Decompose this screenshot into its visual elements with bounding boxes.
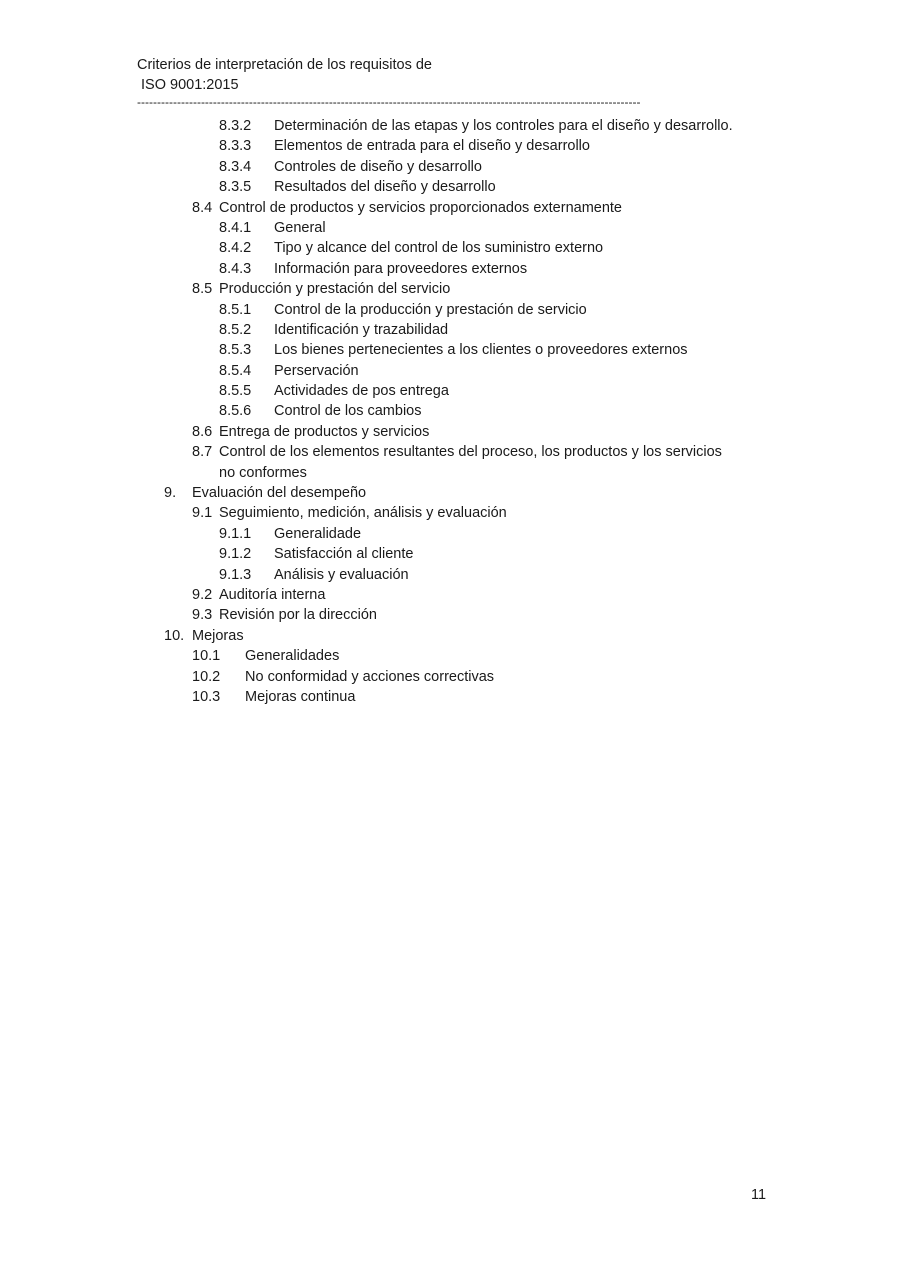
toc-entry-number: 8.5.5 [219, 383, 252, 400]
toc-entry-text: Determinación de las etapas y los controles para el diseño y desarrollo. [274, 118, 733, 134]
toc-entry-text: Los bienes pertenecientes a los clientes o proveedores externos [274, 342, 688, 359]
toc-entry-number: 9.1.2 [219, 546, 252, 563]
toc-entry [0, 503, 906, 523]
toc-entry-number: 8.5.4 [219, 362, 252, 379]
toc-entry-continuation [0, 463, 906, 483]
table-of-contents [0, 116, 906, 707]
toc-entry-number: 8.4.2 [219, 240, 252, 257]
toc-entry-text: Control de los cambios [274, 403, 422, 420]
toc-entry-text: Seguimiento, medición, análisis y evaluación [219, 505, 507, 522]
toc-entry [0, 198, 906, 218]
toc-entry-text: Generalidade [274, 525, 362, 542]
toc-entry [0, 320, 906, 340]
toc-entry [0, 136, 906, 156]
header-title-line-1: Criterios de interpretación de los requisitos de [137, 57, 432, 73]
toc-entry-number: 10. [164, 627, 185, 644]
toc-entry [0, 401, 906, 421]
toc-entry-number: 10.1 [192, 648, 221, 665]
toc-entry [0, 218, 906, 238]
toc-entry-number: 8.5.3 [219, 342, 252, 359]
toc-entry-text: Información para proveedores externos [274, 260, 528, 277]
toc-entry-text: Control de la producción y prestación de servicio [274, 301, 587, 318]
toc-entry-text: Perservación [274, 362, 359, 379]
toc-entry-number: 10.3 [192, 688, 221, 705]
toc-entry-number: 8.4.3 [219, 260, 252, 277]
toc-entry [0, 524, 906, 544]
toc-entry-number: 8.5 [192, 281, 213, 298]
toc-entry-text: Controles de diseño y desarrollo [274, 158, 482, 175]
toc-entry [0, 300, 906, 320]
toc-entry-text: Resultados del diseño y desarrollo [274, 179, 496, 196]
toc-entry-text: Auditoría interna [219, 586, 326, 603]
toc-entry [0, 279, 906, 299]
toc-entry-text: Control de los elementos resultantes del proceso, los productos y los servicios [219, 444, 722, 461]
toc-entry-text: Actividades de pos entrega [274, 383, 449, 400]
toc-entry-text: Control de productos y servicios proporcionados externamente [219, 199, 622, 216]
toc-entry-number: 8.5.2 [219, 321, 252, 338]
toc-entry-number: 9.1 [192, 505, 213, 522]
toc-entry-text: Mejoras continua [245, 688, 356, 705]
toc-entry-text: Revisión por la dirección [219, 607, 377, 624]
toc-entry [0, 381, 906, 401]
toc-entry-text: Entrega de productos y servicios [219, 423, 430, 440]
toc-entry-number: 9.1.3 [219, 566, 252, 583]
toc-entry [0, 544, 906, 564]
toc-entry [0, 687, 906, 707]
toc-entry-number: 9.3 [192, 607, 213, 624]
toc-entry-text: Producción y prestación del servicio [219, 281, 451, 298]
toc-entry-number: 8.3.4 [219, 158, 252, 175]
toc-entry [0, 157, 906, 177]
toc-entry-text: Identificación y trazabilidad [274, 321, 449, 338]
toc-entry-text: Evaluación del desempeño [192, 485, 367, 502]
toc-entry-text: no conformes [219, 464, 307, 481]
toc-entry-text: Análisis y evaluación [274, 566, 409, 583]
toc-entry [0, 626, 906, 646]
toc-entry [0, 646, 906, 666]
toc-entry-number: 8.6 [192, 423, 213, 440]
toc-entry-text: Mejoras [192, 627, 244, 644]
toc-entry [0, 422, 906, 442]
toc-entry [0, 667, 906, 687]
toc-entry-number: 8.3.3 [219, 138, 252, 155]
toc-entry [0, 116, 906, 136]
toc-entry-number: 8.5.6 [219, 403, 252, 420]
toc-entry-number: 8.4 [192, 199, 213, 216]
toc-entry-number: 8.7 [192, 444, 213, 461]
toc-entry-text: Satisfacción al cliente [274, 546, 414, 563]
toc-entry-number: 8.3.2 [219, 118, 252, 134]
toc-entry [0, 177, 906, 197]
header-separator: ------------------------------------------------------------------------------------------------------------------------------ [137, 95, 641, 109]
toc-entry-number: 9. [164, 485, 177, 502]
toc-entry-text: Tipo y alcance del control de los suministro externo [274, 240, 604, 257]
toc-entry-text: No conformidad y acciones correctivas [245, 668, 495, 685]
toc-entry [0, 483, 906, 503]
toc-entry [0, 442, 906, 462]
toc-entry-number: 8.3.5 [219, 179, 252, 196]
toc-entry-number: 9.2 [192, 586, 213, 603]
toc-entry [0, 585, 906, 605]
toc-entry-number: 8.5.1 [219, 301, 252, 318]
toc-entry-number: 8.4.1 [219, 219, 252, 236]
toc-entry [0, 605, 906, 625]
page-number: 11 [751, 1187, 767, 1203]
toc-entry [0, 259, 906, 279]
toc-entry [0, 565, 906, 585]
toc-entry-text: General [274, 219, 326, 236]
toc-entry [0, 361, 906, 381]
header-title-line-2: ISO 9001:2015 [141, 77, 239, 93]
toc-entry [0, 238, 906, 258]
toc-entry-text: Generalidades [245, 648, 340, 665]
page-header [137, 55, 432, 95]
toc-entry [0, 340, 906, 360]
toc-entry-number: 9.1.1 [219, 525, 252, 542]
toc-entry-text: Elementos de entrada para el diseño y desarrollo [274, 138, 590, 155]
toc-entry-number: 10.2 [192, 668, 221, 685]
